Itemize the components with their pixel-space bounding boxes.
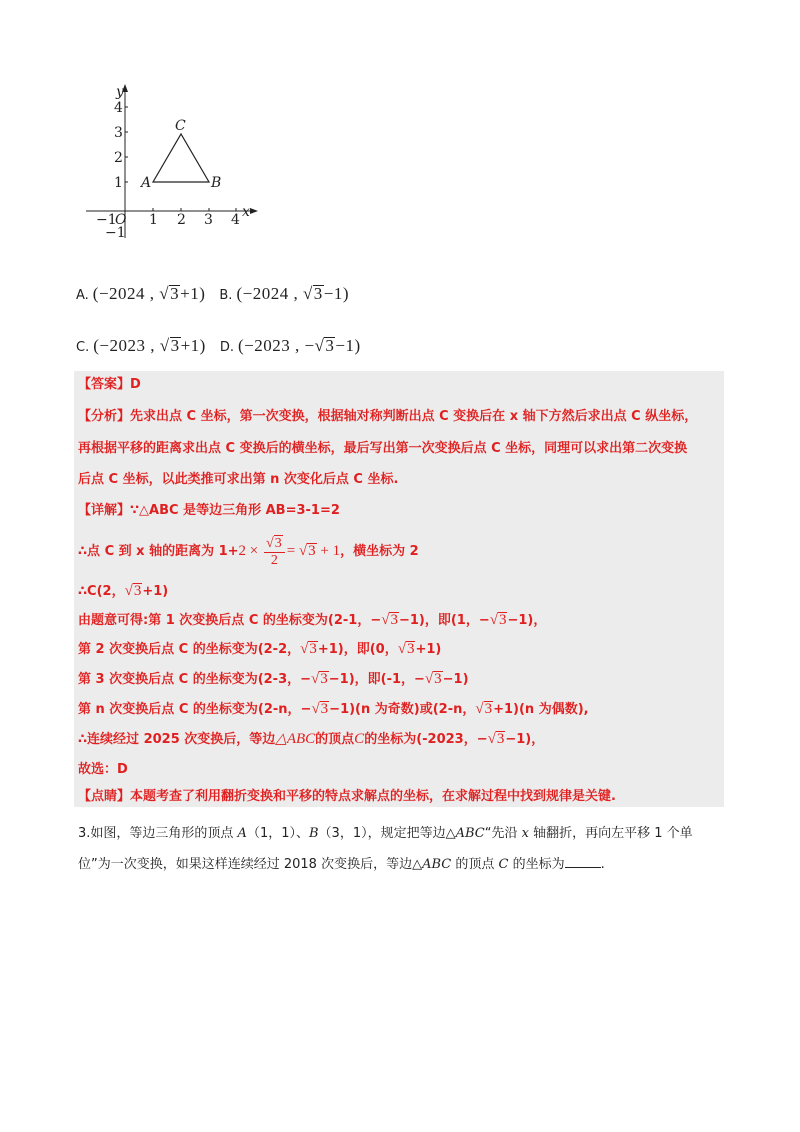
choice-a-label: A. bbox=[76, 288, 89, 303]
y-tick-label: −1 bbox=[105, 225, 126, 241]
x-tick-label: 1 bbox=[149, 212, 158, 228]
x-axis-label: x bbox=[242, 204, 250, 220]
point-c-label: C bbox=[175, 118, 186, 134]
choice-d-label: D. bbox=[219, 340, 234, 355]
choice-b[interactable]: (−2024 , √3−1) bbox=[236, 284, 350, 303]
x-tick-label: 4 bbox=[231, 212, 240, 228]
choice-c[interactable]: (−2023 , √3+1) bbox=[93, 336, 206, 355]
choice-b-label: B. bbox=[219, 288, 233, 303]
answer-line: 【答案】D bbox=[78, 377, 141, 392]
choice-row-cd bbox=[76, 336, 361, 356]
detail-line-7: 第 n 次变换后点 C 的坐标变为(2-n，−√3−1)(n 为奇数)或(2-n，√3+1)(n 为偶数), bbox=[78, 701, 589, 717]
detail-line-1: 【详解】∵△ABC 是等边三角形 AB=3-1=2 bbox=[78, 503, 340, 518]
x-tick-label: 3 bbox=[204, 212, 213, 228]
coordinate-figure bbox=[78, 78, 268, 248]
x-tick-label: −1 bbox=[96, 212, 117, 228]
choice-row-ab bbox=[76, 284, 349, 304]
origin-label: O bbox=[115, 212, 127, 228]
detail-line-8: ∴连续经过 2025 次变换后，等边△ABC的顶点C的坐标为(-2023，−√3−1)， bbox=[78, 731, 545, 747]
y-tick-label: 4 bbox=[114, 100, 123, 116]
point-b-label: B bbox=[211, 175, 222, 191]
triangle-abc bbox=[153, 134, 209, 182]
comment-line: 【点睛】本题考查了利用翻折变换和平移的特点求解点的坐标，在求解过程中找到规律是关键. bbox=[78, 789, 616, 804]
detail-line-5: 第 2 次变换后点 C 的坐标变为(2-2，√3+1)，即(0，√3+1) bbox=[78, 641, 442, 657]
detail-line-2: ∴点 C 到 x 轴的距离为 1+2 × $\frac{√3}{2}$ = √3 + 1，横坐标为 2 bbox=[78, 535, 419, 568]
choice-a[interactable]: (−2024 , √3+1) bbox=[92, 284, 206, 303]
question-3-line-1: 3.如图，等边三角形的顶点 A（1，1）、B（3，1），规定把等边△ABC“先沿 x 轴翻折，再向左平移 1 个单 bbox=[78, 826, 693, 841]
detail-line-6: 第 3 次变换后点 C 的坐标变为(2-3，−√3−1)，即(-1，−√3−1) bbox=[78, 671, 469, 687]
answer-blank[interactable] bbox=[565, 855, 601, 868]
y-tick-label: 3 bbox=[114, 125, 123, 141]
analysis-line-2: 再根据平移的距离求出点 C 变换后的横坐标，最后写出第一次变换后点 C 坐标，同理可以求出第二次变换 bbox=[78, 441, 688, 456]
choose-line: 故选：D bbox=[78, 762, 128, 777]
y-tick-label: 1 bbox=[114, 175, 123, 191]
point-a-label: A bbox=[141, 175, 152, 191]
detail-line-4: 由题意可得:第 1 次变换后点 C 的坐标变为(2-1，−√3−1)，即(1，−√3−1)， bbox=[78, 612, 547, 628]
question-3-line-2: 位”为一次变换，如果这样连续经过 2018 次变换后，等边△ABC 的顶点 C 的坐标为 . bbox=[78, 857, 605, 872]
analysis-line-3: 后点 C 坐标，以此类推可求出第 n 次变化后点 C 坐标. bbox=[78, 472, 399, 487]
choice-d[interactable]: (−2023 , −√3−1) bbox=[237, 336, 361, 355]
analysis-line-1: 【分析】先求出点 C 坐标，第一次变换，根据轴对称判断出点 C 变换后在 x 轴下方然后求出点 C 纵坐标， bbox=[78, 409, 698, 424]
fraction: $\frac{√3}{2}$ bbox=[264, 535, 285, 569]
detail-line-3: ∴C(2，√3+1) bbox=[78, 583, 169, 599]
x-axis-arrow bbox=[250, 208, 258, 214]
y-axis-label: y bbox=[116, 84, 124, 100]
y-tick-label: 2 bbox=[114, 150, 123, 166]
choice-c-label: C. bbox=[76, 340, 90, 355]
x-tick-label: 2 bbox=[177, 212, 186, 228]
